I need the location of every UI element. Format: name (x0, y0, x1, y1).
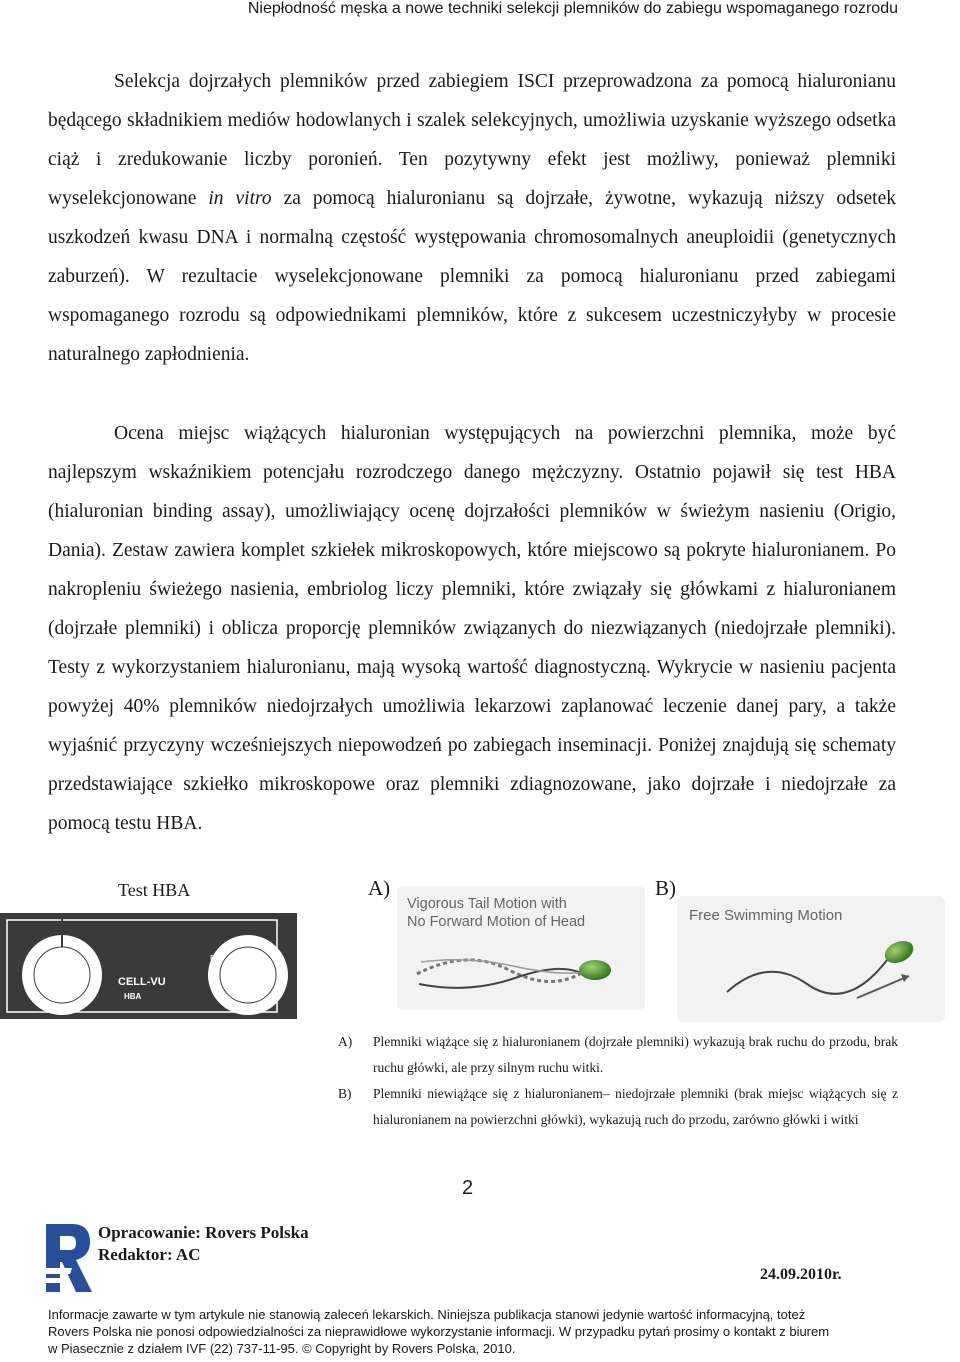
paragraph-1-part-b: za pomocą hialuronianu są dojrzałe, żywotne, wykazują niższy odsetek uszkodzeń kwasu DNA i normalną częstość występowania chromosomalnych aneuploidii (genetycznych zaburzeń). W rezultacie wyselekcjonowane plemniki za pomocą hialuronianu przed zabiegami wspomaganego rozrodu są odpowiednikami plemników, które z sukcesem uczestniczyłyby w procesie naturalnego zapłodnienia. (48, 188, 897, 365)
panel-b-title: Free Swimming Motion (689, 907, 843, 924)
author-line-2: Redaktor: AC (98, 1245, 201, 1264)
panel-a-title-line2: No Forward Motion of Head (407, 914, 586, 930)
running-header: Niepłodność męska a nowe techniki selekcji plemników do zabiegu wspomaganego rozrodu (247, 0, 898, 17)
caption-b-key: B) (338, 1086, 352, 1101)
footer-line-3: w Piasecznie z działem IVF (22) 737-11-95. © Copyright by Rovers Polska, 2010. (48, 1341, 516, 1356)
paragraph-2: Ocena miejsc wiążących hialuronian występujących na powierzchni plemnika, może być najlepszym wskaźnikiem potencjału rozrodczego danego mężczyzny. Ostatnio pojawił się test HBA (hialuronian binding assay), umożliwiający ocenę dojrzałości plemników w świeżym nasieniu (Origio, Dania). Zestaw zawiera komplet szkiełek mikroskopowych, które miejscowo są pokryte hialuronianem. Po nakropleniu świeżego nasienia, embriolog liczy plemniki, które związały się główkami z hialuronianem (dojrzałe plemniki) i oblicza proporcję plemników związanych do niezwiązanych (niedojrzałe plemniki). Testy z wykorzystaniem hialuronianu, mają wysoką wartość diagnostyczną. Wykrycie w nasieniu pacjenta powyżej 40% plemników niedojrzałych umożliwia lekarzowi zaplanować leczenie danej pary, a także wyjaśnić przyczyny wcześniejszych niepowodzeń po zabiegach inseminacji. Poniżej znajdują się schematy przedstawiające szkiełko mikroskopowe oraz plemniki zdiagnozowane, jako dojrzałe i niedojrzałe za pomocą testu HBA. (48, 423, 896, 834)
paragraph-1 (48, 62, 896, 374)
author-block (98, 1222, 309, 1266)
caption-b (338, 1081, 898, 1133)
brand-label: CELL-VU (118, 976, 166, 988)
brand-sub-label: HBA (124, 992, 142, 1001)
footer-line-2: Rovers Polska nie ponosi odpowiedzialności za nieprawidłowe wykorzystanie informacji. W przypadku pytań prosimy o kontakt z biurem (48, 1324, 830, 1339)
caption-a (338, 1029, 898, 1081)
author-line-1: Opracowanie: Rovers Polska (98, 1223, 309, 1242)
figure-label-a: A) (368, 876, 391, 900)
bound-sperm-illustration (397, 886, 645, 1010)
hba-slide-illustration (0, 913, 297, 1019)
in-vitro-term: in vitro (208, 188, 272, 209)
figure-label-b: B) (655, 876, 676, 900)
panel-a-title-line1: Vigorous Tail Motion with (407, 896, 567, 912)
caption-a-key: A) (338, 1034, 353, 1049)
caption-a-text: Plemniki wiążące się z hialuronianem (dojrzałe plemniki) wykazują brak ruchu do przodu, brak ruchu główki, ale przy silnym ruchu witki. (373, 1034, 898, 1075)
paragraph-1-part-a: Selekcja dojrzałych plemników przed zabiegiem ISCI przeprowadzona za pomocą hialuronianu będącego składnikiem mediów hodowlanych i szalek selekcyjnych, umożliwia uzyskanie wyższego odsetka ciąż i zredukowanie liczby poronień. Ten pozytywny efekt jest możliwy, ponieważ plemniki wyselekcjonowane (48, 71, 896, 209)
sperm-head-a (579, 960, 611, 980)
test-hba-label: Test HBA (118, 880, 191, 900)
free-swimming-sperm-illustration (677, 896, 945, 1022)
caption-b-text: Plemniki niewiążące się z hialuronianem– niedojrzałe plemniki (brak miejsc wiążących się z hialuronianem na powierzchni główki), wykazują ruch do przodu, zarówno główki i witki (373, 1086, 898, 1127)
rovers-logo-icon (42, 1222, 94, 1294)
footer-disclaimer (48, 1306, 918, 1357)
publication-date: 24.09.2010r. (760, 1266, 842, 1283)
corner-label-a: A (28, 954, 34, 963)
page-number: 2 (462, 1177, 474, 1199)
corner-label-b: B (210, 954, 216, 963)
footer-line-1: Informacje zawarte w tym artykule nie stanowią zaleceń lekarskich. Niniejsza publikacja stanowi jedynie wartość informacyjną, toteż (48, 1307, 806, 1322)
